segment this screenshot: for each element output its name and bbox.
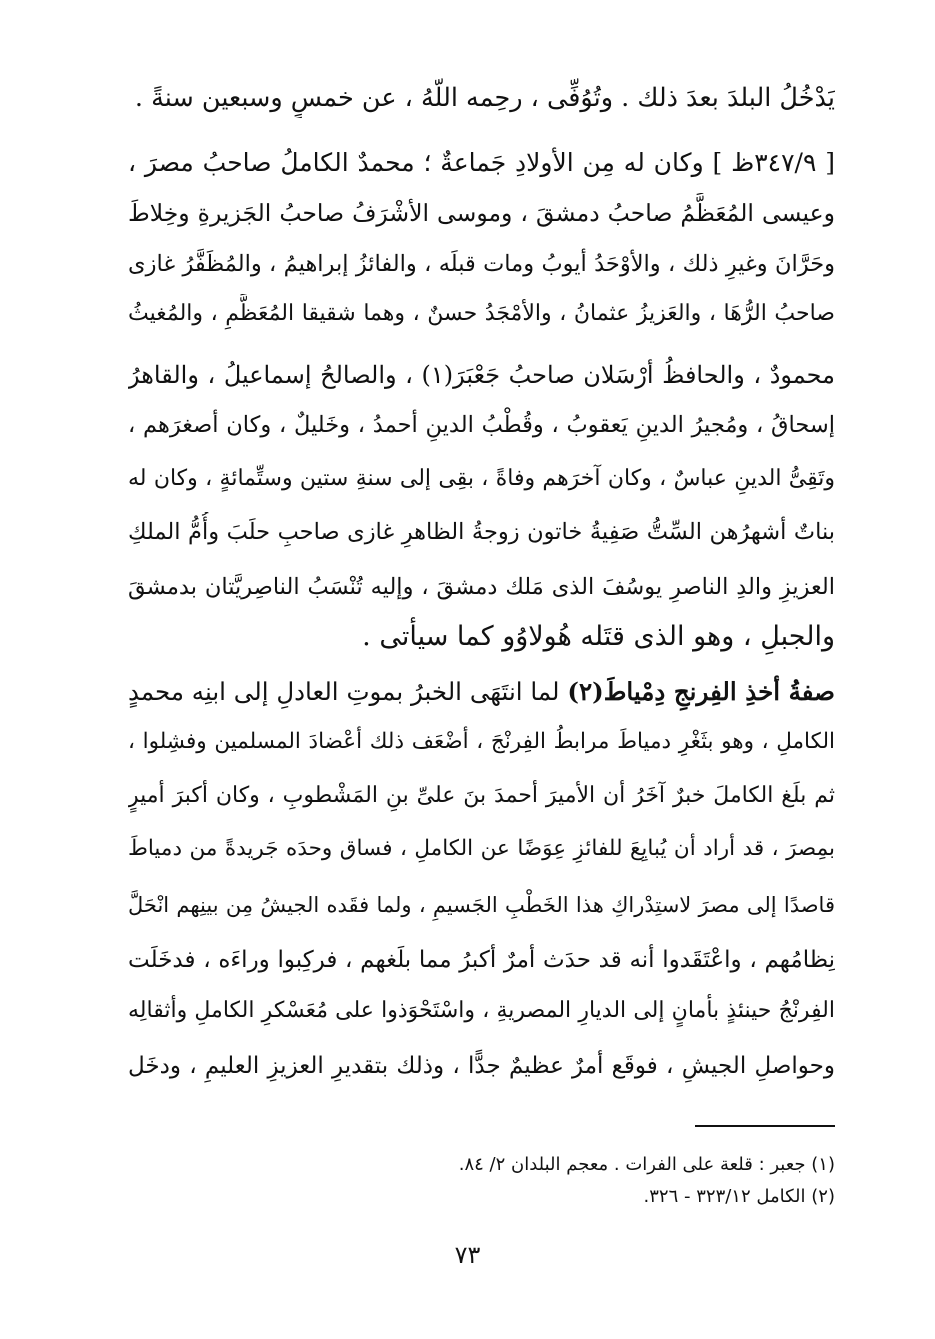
text-line: صاحبُ الرُّهَا ، والعَزيزُ عثمانُ ، والأمْجَدُ حسنٌ ، وهما شقيقا المُعَظَّمِ ، والمُغيثُ [128,301,835,326]
footnote: (٢) الكامل ٣٢٣/١٢ - ٣٢٦. [643,1186,835,1207]
text-line: الفِرنْجُ حينئذٍ بأمانٍ إلى الديارِ المصريةِ ، واسْتَحْوَذوا على مُعَسْكرِ الكاملِ وأثقالِه [128,998,835,1023]
text-line: [ ٣٤٧/٩ظ ] وكان له مِن الأولادِ جَماعةٌ ؛ محمدٌ الكاملُ صاحبُ مصرَ ، [128,148,835,177]
text-line: وتَقِىُّ الدينِ عباسٌ ، وكان آخرَهم وفاةً ، بقِى إلى سنةِ ستين وستِّمائةٍ ، وكان له [128,466,835,491]
text-line: نِظامُهم ، واعْتَقَدوا أنه قد حدَث أمرٌ أكبرُ مما بلَغهم ، فركِبوا وراءَه ، فدخَلَت [128,947,835,973]
footnote: (١) جعبر : قلعة على الفرات . معجم البلدان ٢/ ٨٤. [458,1154,835,1175]
text-line: إسحاقُ ، ومُجيرُ الدينِ يَعقوبُ ، وقُطْبُ الدينِ أحمدُ ، وخَليلٌ ، وكان أصغرَهم ، [128,412,835,438]
section-heading-line [128,672,835,712]
page-number: ٧٣ [454,1241,481,1269]
text-line: يَدْخُلُ البلدَ بعدَ ذلك . وتُوُفِّى ، رحِمه اللَّهُ ، عن خمسٍ وسبعين سنةً . [134,83,835,113]
text-line: وعيسى المُعَظَّمُ صاحبُ دمشقَ ، وموسى الأشْرَفُ صاحبُ الجَزيرةِ وخِلاطَ [128,199,835,227]
text-line: وحواصلِ الجيشِ ، فوقَع أمرٌ عظيمٌ جدًّا ، وذلك بتقديرِ العزيزِ العليمِ ، ودخَل [128,1053,835,1079]
heading-continuation: لما انتَهَى الخبرُ بموتِ العادلِ إلى ابنِه محمدٍ [128,677,560,706]
text-line: بناتٌ أشهرُهن السِّتُّ صَفِيةُ خاتون زوجةُ الظاهرِ غازى صاحبِ حلَبَ وأُمُّ الملكِ [128,519,835,545]
text-line: العزيزِ والدِ الناصرِ يوسُفَ الذى مَلك دمشقَ ، وإليه تُنْسَبُ الناصِريَّتان بدمشقَ [128,574,835,600]
text-line: ثم بلَغ الكاملَ خبرٌ آخَرُ أن الأميرَ أحمدَ بنَ علىِّ بنِ المَشْطوبِ ، وكان أكبرَ أميرٍ [128,783,835,808]
footnote-divider [695,1125,835,1127]
text-line: وحَرَّانَ وغيرِ ذلك ، والأوْحَدُ أيوبُ ومات قبلَه ، والفائزُ إبراهيمُ ، والمُظَفَّرُ غازى [128,251,835,277]
text-line: والجبلِ ، وهو الذى قتَله هُولاوُو كما سيأْتى . [362,621,835,652]
text-line: بمِصرَ ، قد أراد أن يُبايِعَ للفائزِ عِوَضًا عن الكاملِ ، فساق وحدَه جَريدةً من دمياطَ [128,836,835,861]
section-heading: صفةُ أخذِ الفِرنجِ دِمْياطَ(٢) [567,677,835,706]
text-line: الكاملِ ، وهو بثَغْرِ دمياطَ مرابطُ الفِرنْجَ ، أضْعَف ذلك أعْضادَ المسلمين وفشِلوا ، [128,729,835,754]
text-line: قاصدًا إلى مصرَ لاستِدْراكِ هذا الخَطْبِ الجَسيمِ ، ولما فقَده الجيشُ مِن بينِهم انْحَلَّ [128,893,835,917]
text-line: محمودٌ ، والحافظُ أرْسَلان صاحبُ جَعْبَرَ(١) ، والصالحُ إسماعيلُ ، والقاهرُ [128,361,835,389]
